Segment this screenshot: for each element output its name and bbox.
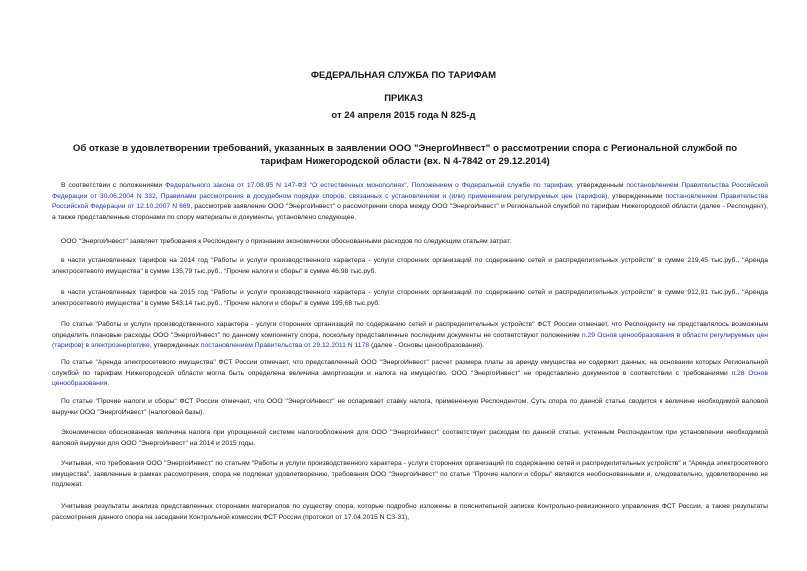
- p1-text-d: ,: [155, 192, 161, 200]
- link-federal-law-147[interactable]: Федерального закона от 17.08.95 N 147-ФЗ "О естественных монополиях": [165, 182, 407, 189]
- paragraph-7: По статье "Прочие налоги и сборы" ФСТ России отмечает, что ООО "ЭнергоИнвест" не оспаривает ставку налога, примененную Респондентом. Суть спора по данной статье сводится к величине необходимой валовой выручки ООО "ЭнергоИнвест" (налоговой базы).: [52, 398, 768, 416]
- link-government-decree-669[interactable]: постановлением Правительства Российской Федерации от 12.10.2007 N 669: [52, 192, 768, 210]
- paragraph-3: в части установленных тарифов на 2014 год "Работы и услуги производственного характера - услуги сторонних организаций по содержанию сетей и распределительных устройств" в сумме 219,45 тыс.руб., "Аренда электросетевого имущества" в сумме 135,79 тыс.руб., "Прочие налоги и сборы" в сумме 46,98 тыс.руб.: [52, 257, 768, 275]
- paragraph-5: [52, 320, 768, 352]
- document-title: Об отказе в удовлетворении требований, указанных в заявлении ООО "ЭнергоИнвест" о рассмотрении спора с Региональной службой по тарифам Нижегородской области (вх. N 4-7842 от 29.12.2014): [72, 143, 738, 167]
- link-pricing-basics-p29[interactable]: п.29 Основ ценообразования в области регулируемых цен (тарифов) в электроэнергетике: [52, 331, 768, 349]
- link-pricing-basics-p28[interactable]: п.28 Основ ценообразования: [52, 369, 768, 387]
- p6-text-a: По статье "Аренда электросетевого имущества" ФСТ России отмечает, что представленный ООО "ЭнергоИнвест" расчет размера платы за аренду имущества не содержит данных, на основании которых Региональной службой по тарифам Нижегородской области могла быть определена величина амортизации и налога на имущество. ООО "ЭнергоИнвест" не представлено документов в соответствии с требованиями: [52, 359, 768, 377]
- paragraph-9: Учитывая, что требования ООО "ЭнергоИнвест" по статьям "Работы и услуги производственного характера - услуги сторонних организаций по содержанию сетей и распределительных устройств" и "Аренда электросетевого имущества", заявленные в рамках рассмотрения, спора не подлежат удовлетворению, требования ООО "ЭнергоИнвест" по статье "Прочие налоги и сборы" являются необоснованными и, следовательно, удовлетворению не подлежат.: [52, 460, 768, 488]
- link-government-decree-1178[interactable]: постановлением Правительства от 29.12.2011 N 1178: [200, 342, 370, 349]
- agency-name: ФЕДЕРАЛЬНАЯ СЛУЖБА ПО ТАРИФАМ: [310, 70, 497, 81]
- paragraph-4: в части установленных тарифов на 2015 год "Работы и услуги производственного характера - услуги сторонних организаций по содержанию сетей и распределительных устройств" в сумме 912,91 тыс.руб., "Аренда электросетевого имущества" в сумме 543,14 тыс.руб., "Прочие налоги и сборы" в сумме 195,68 тыс.руб.: [52, 289, 768, 307]
- link-dispute-rules[interactable]: Правилами рассмотрения в досудебном порядке споров, связанных с установлением и (или) применением регулируемых цен (тарифов): [160, 192, 608, 200]
- paragraph-1: [52, 181, 768, 223]
- p1-text-e: , утвержденными: [607, 192, 666, 200]
- p1-text-a: В соответствии с положениями: [61, 182, 166, 189]
- p6-text-b: .: [107, 380, 110, 387]
- link-fst-regulation[interactable]: Положением о Федеральной службе по тарифам: [411, 182, 572, 189]
- link-government-decree-332[interactable]: постановлением Правительства Российской Федерации от 30.06.2004 N 332: [52, 182, 768, 200]
- document-type: ПРИКАЗ: [384, 93, 423, 104]
- p1-text-f: , рассмотрев заявление ООО "ЭнергоИнвест" о рассмотрении спора между ООО "ЭнергоИнвест" и Региональной службой по тарифам Нижегородской области (далее - Респондент), а также представленные сторонами по спору материалы и документы, установлено следующее.: [52, 203, 768, 221]
- paragraph-8: Экономически обоснованная величина налога при упрощенной системе налогообложения для ООО "ЭнергоИнвест" соответствует расходам по данной статье, учтенным Респондентом при установлении необходимой валовой выручки для ООО "ЭнергоИнвест" на 2014 и 2015 годы.: [52, 429, 768, 447]
- paragraph-6: [52, 358, 768, 390]
- p1-text-c: , утвержденным: [571, 182, 627, 189]
- p5-text-b: , утвержденных: [149, 342, 201, 349]
- p5-text-a: По статье "Работы и услуги производственного характера - услуги сторонних организаций по содержанию сетей и распределительных устройств" ФСТ России отмечает, что Респонденту не представлялось возможным определить плановые расходы ООО "ЭнергоИнвест" по данному компоненту спора, поскольку представленные последним документы не соответствуют положениям: [52, 321, 768, 339]
- paragraph-10: Учитывая результаты анализа представленных сторонами материалов по существу спора, которые подробно изложены в пояснительной записке Контрольно-ревизионного управления ФСТ России, а также результаты рассмотрения данного спора на заседании Контрольной комиссии ФСТ России (протокол от 17.04.2015 N СЗ-31),: [52, 503, 768, 521]
- p5-text-c: (далее - Основы ценообразования).: [369, 342, 485, 349]
- p1-text-b: ,: [406, 182, 412, 189]
- document-date-number: от 24 апреля 2015 года N 825-д: [331, 110, 476, 121]
- paragraph-2: ООО "ЭнергоИнвест" заявляет требования к Респонденту о признании экономически обоснованными расходов по следующим статьям затрат:: [61, 238, 512, 245]
